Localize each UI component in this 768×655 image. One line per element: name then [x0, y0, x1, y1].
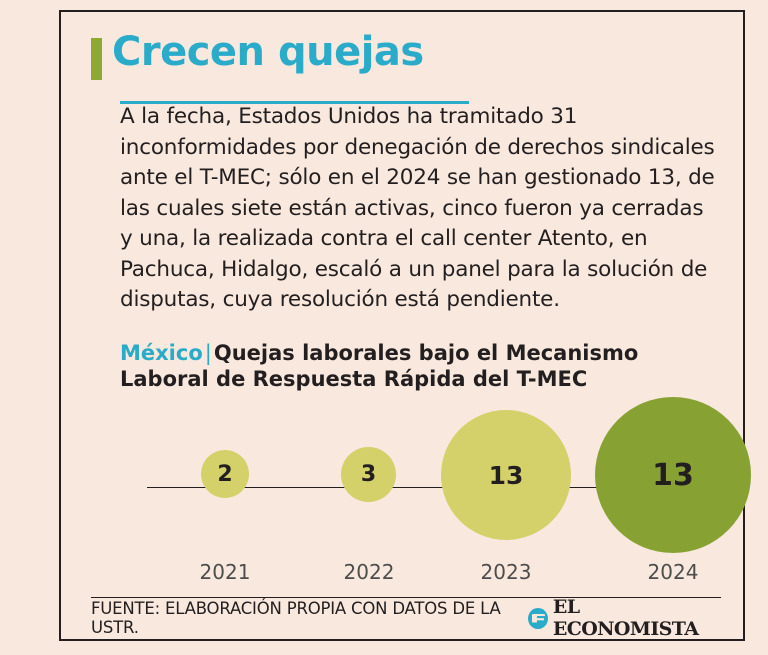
- bubble-2024: 13: [595, 397, 751, 553]
- bubble-chart: [91, 392, 716, 607]
- brand-name: EL ECONOMISTA: [552, 596, 699, 640]
- chart-subhead: [120, 340, 700, 392]
- x-tick-2022: 2022: [343, 560, 395, 584]
- infographic-frame: [59, 10, 745, 641]
- x-tick-2021: 2021: [199, 560, 251, 584]
- deck-paragraph: A la fecha, Estados Unidos ha tramitado 31 inconformidades por denegación de derechos sindicales ante el T-MEC; sólo en el 2024 se han gestionado 13, de las cuales siete están activas, cinco fueron ya cerradas y una, la realizada contra el call center Atento, en Pachuca, Hidalgo, escaló a un panel para la solución de disputas, cuya resolución está pendiente.: [120, 104, 715, 312]
- page-title: Crecen quejas: [112, 29, 424, 75]
- source-note: FUENTE: ELABORACIÓN PROPIA CON DATOS DE LA USTR.: [91, 599, 501, 637]
- x-tick-2023: 2023: [480, 560, 532, 584]
- bubble-2021: 2: [201, 450, 249, 498]
- brand-logo: [528, 592, 721, 640]
- chart-footer: [91, 596, 721, 640]
- x-tick-2024: 2024: [647, 560, 699, 584]
- chart-title: Quejas laborales bajo el Mecanismo Laboral de Respuesta Rápida del T-MEC: [120, 340, 639, 391]
- bubble-2022: 3: [341, 447, 396, 502]
- chart-region-label: México: [120, 340, 203, 365]
- chart-subhead-separator: |: [204, 340, 212, 365]
- bubble-2023: 13: [441, 410, 571, 540]
- chart-bubbles: [91, 392, 716, 582]
- content-area: [91, 30, 721, 392]
- economista-e-icon: [528, 608, 548, 629]
- headline-divider: [120, 101, 469, 104]
- headline-row: [91, 30, 721, 80]
- headline-accent-bar: [91, 38, 102, 80]
